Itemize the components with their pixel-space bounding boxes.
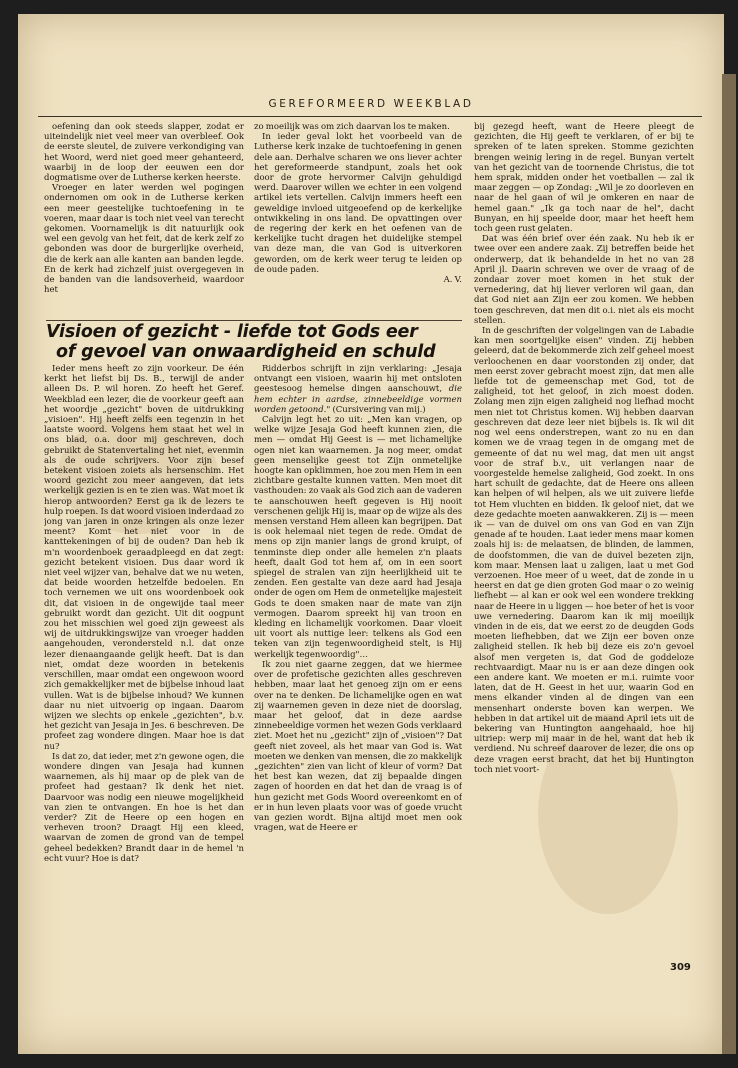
article-column-1 [44,364,244,970]
page-edge [722,74,736,1054]
paragraph: In de geschriften der volgelingen van de Labadie kan men soortgelijke eisen" vinden. Zij hebben geleerd, dat de bekommerde zich zelf geheel moest verloochenen en daar voorstonden zij onder, dat men eerst zover gebracht moest zijn, dat men alle liefde tot de gemeenschap met God, tot de zaligheid, tot het geloof, in zich moest doden. Zolang men zijn eigen zaligheid nog liefhad mocht men niet tot Christus komen. Wij hebben daarvan geschreven dat deze leer niet bijbels is. Ik wil dit nog wel eens onderstrepen, want zo nu en dan komen we de vraag tegen in de omgang met de gemeente of dat nu wel mag, dat men uit angst voor de straf b.v., uit verlangen naar de voorgestelde hemelse zaligheid, God zoekt. In ons hart schuilt de gedachte, dat de Heere ons alleen kan helpen of wil helpen, als we uit zuivere liefde tot Hem vluchten en bidden. Ik geloof niet, dat we deze gedachte moeten aanwakkeren. Zij is — meen ik — van de duivel om ons van God en van Zijn genade af te houden. Laat ieder mens maar komen zoals hij is: de melaatsen, de blinden, de lammen, de doofstommen, die van de duivel bezeten zijn, kom maar. Mensen laat u zaligen, laat u met God verzoenen. Hoe meer of u weet, dat de zonde in u heerst en dat ge dien groten God maar o zo weinig liefhebt — al kan er ook wel een wondere trekking naar de Heere in u liggen — hoe beter of het is voor uwe vernedering. Daarom kan ik mij moeilijk vinden in de eis, dat we eerst zo de deugden Gods moeten liefhebben, dat we Zijn eer boven onze zaligheid stellen. Ik heb bij deze eis zo'n gevoel alsof men vergeten is, dat God de goddeloze rechtvaardigt. Maar nu is er aan deze dingen ook een andere kant. We moeten er m.i. ruimte voor laten, dat de H. Geest in het uur, waarin God en mens elkander vinden al de dingen van een mensenhart onderste boven kan werpen. We hebben in dat artikel uit de maand April iets uit de bekering van Huntington aangehaald, hoe hij uitriep: werp mij maar in de hel, want dat heb ik verdiend. Nu schreef daarover de lezer, die ons op deze vragen eerst bracht, dat het bij Huntington toch niet voort- [474,326,694,775]
paragraph: Ieder mens heeft zo zijn voorkeur. De één kerkt het liefst bij Ds. B., terwijl de ander alleen Ds. P. wil horen. Zo heeft het Geref. Weekblad een lezer, die de voorkeur geeft aan het woordje „gezicht" boven de uitdrukking „visioen". Hij heeft zelfs een tegenzin in het laatste woord. Volgens hem staat het wel in ons blad, o.a. door mij geschreven, doch gebruikt de Statenvertaling het niet, evenmin als de oude schrijvers. Voor zijn besef betekent visioen zoiets als hersenschim. Het woord gezicht zou meer aangeven, dat iets werkelijk gezien is en te zien was. Wat moet ik hierop antwoorden? Eerst ga ik de lezers te hulp roepen. Is dat woord visioen inderdaad zo jong van jaren in onze kringen als onze lezer meent? Komt het niet voor in de kanttekeningen of bij de ouden? Dan heb ik m'n woordenboek geraadpleegd en dat zegt: gezicht betekent visioen. Dus daar word ik niet veel wijzer van, behalve dat we nu weten, dat beide woorden hetzelfde bedoelen. En toch vernemen we uit ons woordenboek ook dit, dat visioen in de ongewijde taal meer gebruikt wordt dan gezicht. Uit dit oogpunt zou het misschien wel goed zijn geweest als wij de uitdrukkingswijze van vroeger hadden aangehouden, verondersteld n.l. dat onze lezer dienaangaande gelijk heeft. Dat is dan niet, omdat deze woorden in betekenis verschillen, maar omdat een ongewoon woord zich gemakkelijker met de bijbelse inhoud laat vullen. Wat is de bijbelse inhoud? We kunnen daar nu niet uitvoerig op ingaan. Daarom wijzen we slechts op enkele „gezichten", b.v. het gezicht van Jesaja in Jes. 6 beschreven. De profeet zag wondere dingen. Maar hoe is dat nu? [44,364,244,752]
quote-italic: die hem echter in aardse, zinnebeeldige vormen worden getoond. [254,384,462,415]
paragraph: Vroeger en later werden wel pogingen ondernomen om ook in de Lutherse kerken een meer geestelijke tuchtoefening in te voeren, maar daar is toch niet veel van terecht gekomen. Voornamelijk is dit natuurlijk ook wel een gevolg van het feit, dat de kerk zelf zo gebonden was door de burgerlijke overheid, die de kerk aan alle kanten aan banden legde. En de kerk had zichzelf juist overgegeven in de banden van die landsoverheid, waardoor het [44,183,244,296]
newspaper-page [18,14,724,1054]
page-number: 309 [670,962,691,973]
paragraph: In ieder geval lokt het voorbeeld van de Lutherse kerk inzake de tuchtoefening in genen dele aan. Derhalve scharen we ons liever achter het gereformeerde standpunt, zoals het ook door de grote hervormer Calvijn gehuldigd werd. Daarover willen we echter in een volgend artikel iets vertellen. Calvijn immers heeft een geweldige invloed uitgeoefend op de kerkelijke ontwikkeling in ons land. De opvattingen over de regering der kerk en het oefenen van de kerkelijke tucht dragen het duidelijke stempel van deze man, die van God is uitverkoren geworden, om de kerk weer terug te leiden op de oude paden. [254,132,462,275]
article-column-3 [474,122,694,970]
publication-header: GEREFORMEERD WEEKBLAD [268,98,474,110]
title-line-2: of gevoel van onwaardigheid en schuld [56,342,436,362]
paragraph: bij gezegd heeft, want de Heere pleegt de gezichten, die Hij geeft te verklaren, of er bij te spreken of te laten spreken. Stomme gezichten brengen weinig lering in de regel. Bunyan vertelt van het gezicht van de toornende Christus, die tot hem sprak, midden onder het voetballen — zal ik maar zeggen — op Zondag: „Wil je zo doorleven en naar de hel gaan of wil je omkeren en naar de hemel gaan." „Ik ga toch naar de hel", dacht Bunyan, en hij speelde door, maar het heeft hem toch geen rust gelaten. [474,122,694,235]
article-divider [46,320,462,321]
header-rule [38,116,702,117]
quote-paragraph [254,364,462,415]
quote-text: Ridderbos schrijft in zijn verklaring: „Jesaja ontvangt een visioen, waarin hij met ontsloten geestesoog hemelse dingen aanschouwt, [254,364,462,395]
paragraph: Ik zou niet gaarne zeggen, dat we hiermee over de profetische gezichten alles geschreven hebben, maar laat het genoeg zijn om er eens over na te denken. De lichamelijke ogen en wat zij waarnemen geven in deze niet de doorslag, maar het geloof, dat in deze aardse zinnebeeldige vormen het wezen Gods verklaard ziet. Moet het nu „gezicht" zijn of „visioen"? Dat geeft niet zoveel, als het maar van God is. Wat moeten we denken van mensen, die zo makkelijk „gezichten" zien van licht of kleur of vorm? Dat het best kan wezen, dat zij bepaalde dingen zagen of hoorden en dat het dan de vraag is of hun gezicht met Gods Woord overeenkomt en of er in hun leven plaats voor was of goede vrucht van gezien wordt. Bijna altijd moet men ook vragen, wat de Heere er [254,659,462,834]
paragraph: Dat was één brief over één zaak. Nu heb ik er twee over een andere zaak. Zij betreffen beide het onderwerp, dat ik behandelde in het no van 28 April jl. Daarin schreven we over de vraag of de zondaar zover moet komen in het stuk der vernedering, dat hij liever verloren wil gaan, dan dat God niet aan Zijn eer zou komen. We hebben toen geschreven, dat men dit o.i. niet als eis mocht stellen. [474,234,694,326]
article-column-2 [254,364,462,970]
paragraph: zo moeilijk was om zich daarvan los te maken. [254,122,450,132]
previous-article-column-1 [44,122,244,314]
quote-text-end: " (Cursivering van mij.) [326,404,426,415]
paragraph: Is dat zo, dat ieder, met z'n gewone ogen, die wondere dingen van Jesaja had kunnen waarnemen, als hij maar op de plek van de profeet had gestaan? Ik denk het niet. Daarvoor was nodig een nieuwe mogelijkheid van zien te ontvangen. En hoe is het dan verder? Zit de Heere op een hogen en verheven troon? Draagt Hij een kleed, waarvan de zomen de grond van de tempel geheel bedekken? Brandt daar in de hemel 'n echt vuur? Hoe is dat? [44,751,244,864]
paragraph: Calvijn legt het zo uit: „Men kan vragen, op welke wijze Jesaja God heeft kunnen zien, die men — omdat Hij Geest is — met lichamelijke ogen niet kan waarnemen. Ja nog meer, omdat geen menselijke geest tot Zijn onmetelijke hoogte kan opklimmen, hoe zou men Hem in een zichtbare gestalte kunnen vatten. Men moet dit vasthouden: zo vaak als God zich aan de vaderen te aanschouwen heeft gegeven is Hij nooit verschenen gelijk Hij is, maar op de wijze als des mensen verstand Hem alleen kan begrijpen. Dat is ook helemaal niet tegen de rede. Omdat de mens op zijn manier langs de grond kruipt, of tenminste diep onder alle hemelen z'n plaats heeft, daalt God tot hem af, om in een soort spiegel de stralen van zijn heerlijkheid uit te zenden. Een gestalte van deze aard had Jesaja onder de ogen om Hem de onmetelijke majesteit Gods te doen smaken naar de mate van zijn vermogen. Daarom spreekt hij van troon en kleding en lichamelijk voorkomen. Daar vloeit uit voort als nuttige leer: telkens als God een teken van zijn tegenwoordigheid stelt, is Hij werkelijk tegenwoordig"… [254,415,462,660]
paragraph: oefening dan ook steeds slapper, zodat er uiteindelijk niet veel meer van overbleef. Ook de eerste sleutel, de zuivere verkondiging van het Woord, werd niet goed meer gehanteerd, waarbij in de loop der eeuwen een dor dogmatisme over de Lutherse kerken heerste. [44,122,244,184]
author-signature: A. V. [443,275,462,286]
previous-article-column-2 [254,122,462,314]
article-title [46,322,466,362]
title-line-1: Visioen of gezicht - liefde tot Gods eer [46,322,418,342]
